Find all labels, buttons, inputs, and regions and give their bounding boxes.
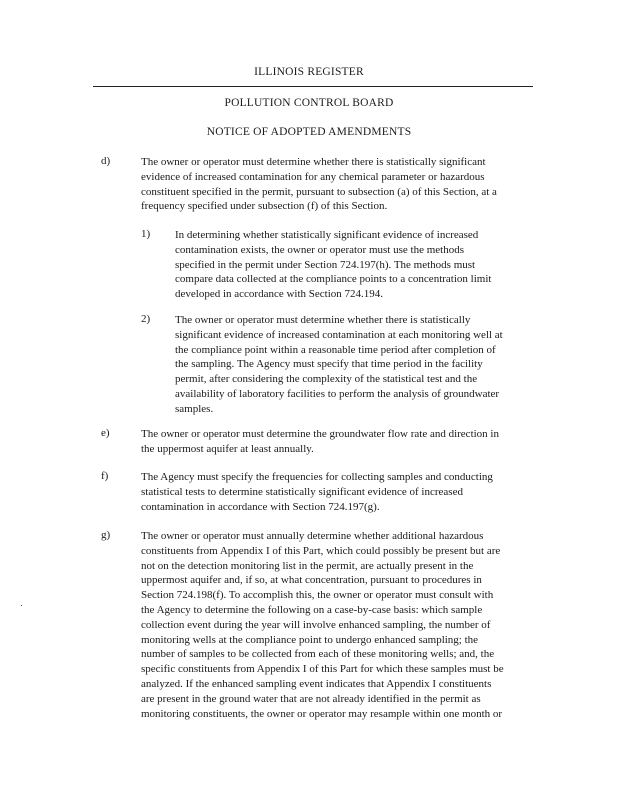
section-e-marker: e)	[101, 427, 110, 439]
section-d-marker: d)	[101, 155, 111, 167]
section-g-text	[141, 529, 561, 721]
section-d-text	[141, 155, 561, 214]
text-line: compare data collected at the compliance points to a concentration limit	[175, 273, 492, 286]
board-title: POLLUTION CONTROL BOARD	[224, 97, 394, 109]
header-divider	[93, 86, 533, 87]
text-line: The owner or operator must determine the groundwater flow rate and direction in	[141, 428, 499, 440]
text-line: the compliance point within a reasonable time period after completion of	[175, 343, 496, 356]
notice-title: NOTICE OF ADOPTED AMENDMENTS	[206, 126, 412, 138]
text-line: analyzed. If the enhanced sampling event indicates that Appendix I constituents	[141, 677, 492, 690]
text-line: evidence of increased contamination for any chemical parameter or hazardous	[141, 170, 485, 183]
text-line: the Agency to determine the following on a case-by-case basis: which sample	[141, 603, 483, 616]
text-line: developed in accordance with Section 724.194.	[175, 288, 384, 301]
section-f-text	[141, 470, 561, 514]
text-line: significant evidence of increased contamination at each monitoring well at	[175, 328, 503, 341]
section-d2-marker: 2)	[141, 313, 151, 325]
scan-speck	[21, 605, 22, 606]
text-line: permit, after considering the complexity of the statistical test and the	[175, 373, 478, 386]
text-line: monitoring wells at the compliance point to undergo enhanced sampling; the	[141, 633, 479, 646]
section-d2-text	[175, 313, 555, 417]
text-line: number of samples to be collected from each of these monitoring wells; and, the	[141, 648, 495, 661]
text-line: Section 724.198(f). To accomplish this, the owner or operator must consult with	[141, 589, 494, 602]
text-line: The owner or operator must annually determine whether additional hazardous	[141, 530, 484, 542]
text-line: not on the detection monitoring list in the permit, are actually present in the	[141, 559, 474, 572]
text-line: constituent specified in the permit, pursuant to subsection (a) of this Section, at a	[141, 185, 497, 198]
section-e-text	[141, 427, 561, 457]
text-line: availability of laboratory facilities to perform the analysis of groundwater	[175, 387, 500, 400]
text-line: The owner or operator must determine whether there is statistically significant	[141, 156, 486, 168]
text-line: statistical tests to determine statistically significant evidence of increased	[141, 485, 463, 498]
text-line: samples.	[175, 402, 214, 415]
text-line: The owner or operator must determine whether there is statistically	[175, 314, 471, 326]
text-line: specific constituents from Appendix I of this Part for which these samples must be	[141, 663, 504, 676]
text-line: constituents from Appendix I of this Part, which could possibly be present but are	[141, 544, 501, 557]
text-line: In determining whether statistically significant evidence of increased	[175, 229, 479, 241]
text-line: contamination exists, the owner or operator must use the methods	[175, 243, 464, 256]
register-title: ILLINOIS REGISTER	[254, 66, 364, 78]
text-line: monitoring constituents, the owner or operator may resample within one month or	[141, 707, 503, 720]
text-line: frequency specified under subsection (f) of this Section.	[141, 200, 388, 213]
section-d1-marker: 1)	[141, 228, 151, 240]
text-line: specified in the permit under Section 724.197(h). The methods must	[175, 258, 476, 271]
section-f-marker: f)	[101, 470, 109, 482]
text-line: are present in the ground water that are not already identified in the permit as	[141, 692, 481, 705]
section-d1-text	[175, 228, 555, 302]
text-line: collection event during the year will involve enhanced sampling, the number of	[141, 618, 491, 631]
text-line: the uppermost aquifer at least annually.	[141, 442, 314, 455]
text-line: uppermost aquifer and, if so, at what concentration, pursuant to procedures in	[141, 574, 482, 587]
text-line: the sampling. The Agency must specify that time period in the facility	[175, 358, 483, 371]
section-g-marker: g)	[101, 529, 111, 541]
text-line: The Agency must specify the frequencies for collecting samples and conducting	[141, 471, 493, 483]
text-line: contamination in accordance with Section 724.197(g).	[141, 500, 380, 513]
